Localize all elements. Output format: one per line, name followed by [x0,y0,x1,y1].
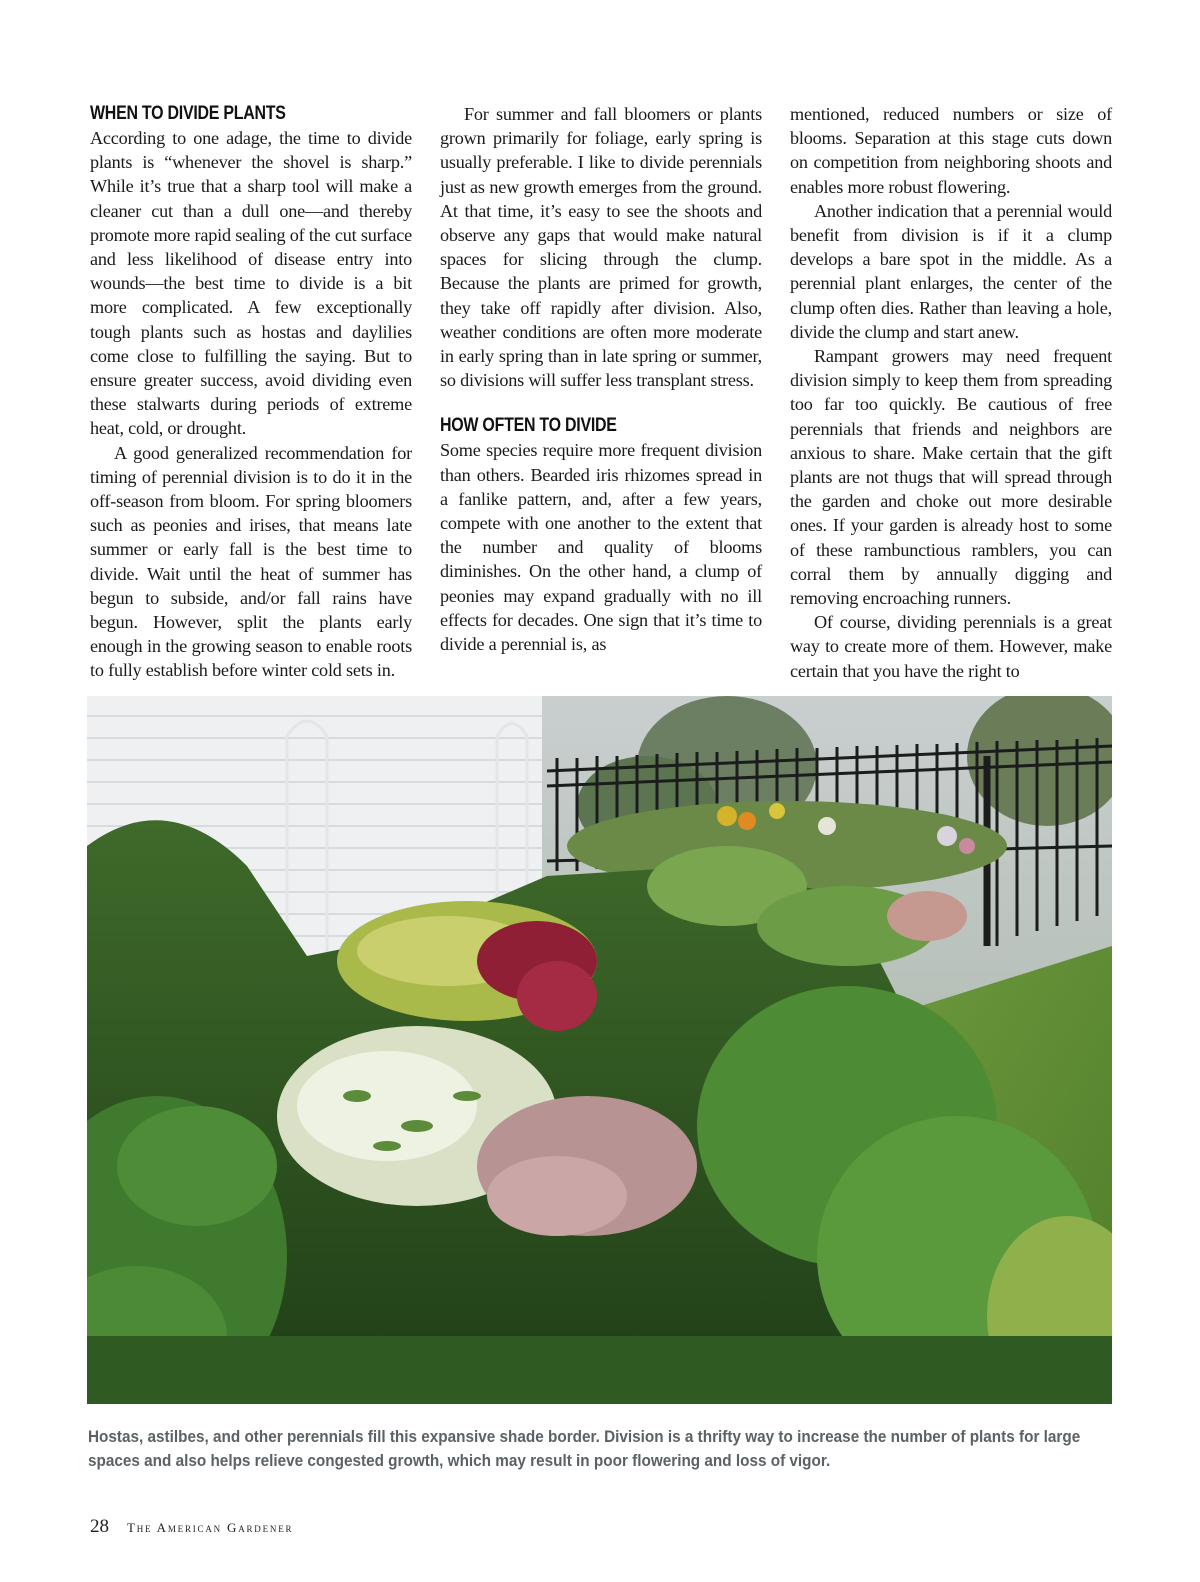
garden-photo [87,696,1112,1404]
article-body [90,102,1112,683]
paragraph: Rampant growers may need frequent division simply to keep them from spreading too far too quickly. Be cautious of free perennials that friends and neighbors are anxious to share. Make certain that the gift plants are not thugs that will spread through the garden and choke out more desirable ones. If your garden is already host to some of these rambunctious ramblers, you can corral them by annually digging and removing encroaching runners. [790,346,1112,609]
paragraph: For summer and fall bloomers or plants grown primarily for foliage, early spring is usually preferable. I like to divide perennials just as new growth emerges from the ground. At that time, it’s easy to see the shoots and observe any gaps that would make natural spaces for slicing through the clump. Because the plants are primed for growth, they take off rapidly after division. Also, weather conditions are often more moderate in early spring than in late spring or summer, so divisions will suffer less transplant stress. [440,104,762,391]
column-3 [790,102,1112,683]
heading-when-to-divide: WHEN TO DIVIDE PLANTS [90,103,286,124]
column-1 [90,102,412,683]
paragraph: A good generalized recommendation for timing of perennial division is to do it in the off-season from bloom. For spring bloomers such as peonies and irises, that means late summer or early fall is the best time to divide. Wait until the heat of summer has begun to subside, and/or fall rains have begun. However, split the plants early enough in the growing season to enable roots to fully establish before winter cold sets in. [90,442,412,681]
paragraph: According to one adage, the time to divide plants is “whenever the shovel is sharp.” While it’s true that a sharp tool will make a cleaner cut than a dull one—and thereby promote more rapid sealing of the cut surface and less likelihood of disease entry into wounds—the best time to divide is a bit more complicated. A few exceptionally tough plants such as hostas and daylilies come close to fulfilling the saying. But to ensure greater success, avoid dividing even these stalwarts during periods of extreme heat, cold, or drought. [90,128,412,439]
paragraph: mentioned, reduced numbers or size of blooms. Separation at this stage cuts down on competition from neighboring shoots and enables more robust flowering. [790,104,1112,197]
page-number: 28 [90,1516,109,1537]
paragraph: Another indication that a perennial would benefit from division is if it a clump develops a bare spot in the middle. As a perennial plant enlarges, the center of the clump often dies. Rather than leaving a hole, divide the clump and start anew. [790,200,1112,342]
column-2 [440,102,762,683]
magazine-name: The American Gardener [127,1520,294,1535]
heading-how-often-to-divide: HOW OFTEN TO DIVIDE [440,415,617,437]
photo-caption: Hostas, astilbes, and other perennials fill this expansive shade border. Division is a thrifty way to increase the number of plants for large spaces and also helps relieve congested growth, which may result in poor flowering and loss of vigor. [88,1427,1081,1470]
paragraph: Some species require more frequent division than others. Bearded iris rhizomes spread in a fanlike pattern, and, after a few years, compete with one another to the extent that the number and quality of blooms diminishes. On the other hand, a clump of peonies may expand gradually with no ill effects for decades. One sign that it’s time to divide a perennial is, as [440,440,762,655]
page-footer [90,1516,293,1538]
paragraph: Of course, dividing perennials is a great way to create more of them. However, make certain that you have the right to [790,612,1112,681]
